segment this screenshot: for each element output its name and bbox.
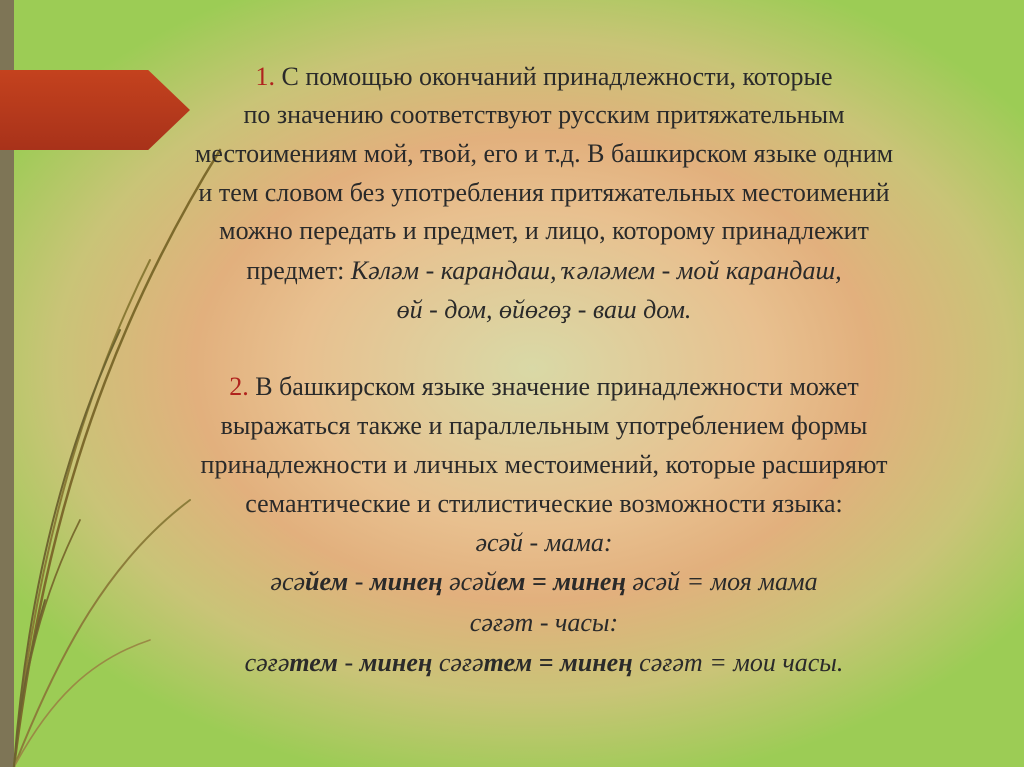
p2-example-1: әсәй - мама: <box>475 528 613 557</box>
p2-line-2: выражаться также и параллельным употреблением формы <box>220 411 868 440</box>
p1-line-3: местоимениям мой, твой, его и т.д. В башкирском языке одним <box>194 139 894 168</box>
p2-number: 2. <box>229 372 249 401</box>
p2-line-1: 2. В башкирском языке значение принадлежности может <box>229 372 859 401</box>
p2-example-4: сәғәтем - минең сәғәтем = минең сәғәт = мои часы. <box>244 648 844 677</box>
p1-example-line-1: предмет: Кәләм - карандаш, ҡәләмем - мой карандаш, <box>246 256 842 285</box>
p1-line-5: можно передать и предмет, и лицо, которому принадлежит <box>219 216 869 245</box>
p2-example-3: сәғәт - часы: <box>469 608 619 637</box>
p2-line-4: семантические и стилистические возможности языка: <box>245 489 843 518</box>
p1-line-1: 1. С помощью окончаний принадлежности, которые <box>255 62 833 91</box>
p1-line-4: и тем словом без употребления притяжательных местоимений <box>198 178 890 207</box>
p2-line-3: принадлежности и личных местоимений, которые расширяют <box>200 450 888 479</box>
p1-number: 1. <box>255 62 276 91</box>
p1-example-line-2: өй - дом, өйөгөҙ - ваш дом. <box>396 295 692 324</box>
p1-line-2: по значению соответствуют русским притяжательным <box>243 100 845 129</box>
p2-example-2: әсәйем - минең әсәйем = минең әсәй = моя мама <box>270 567 818 596</box>
